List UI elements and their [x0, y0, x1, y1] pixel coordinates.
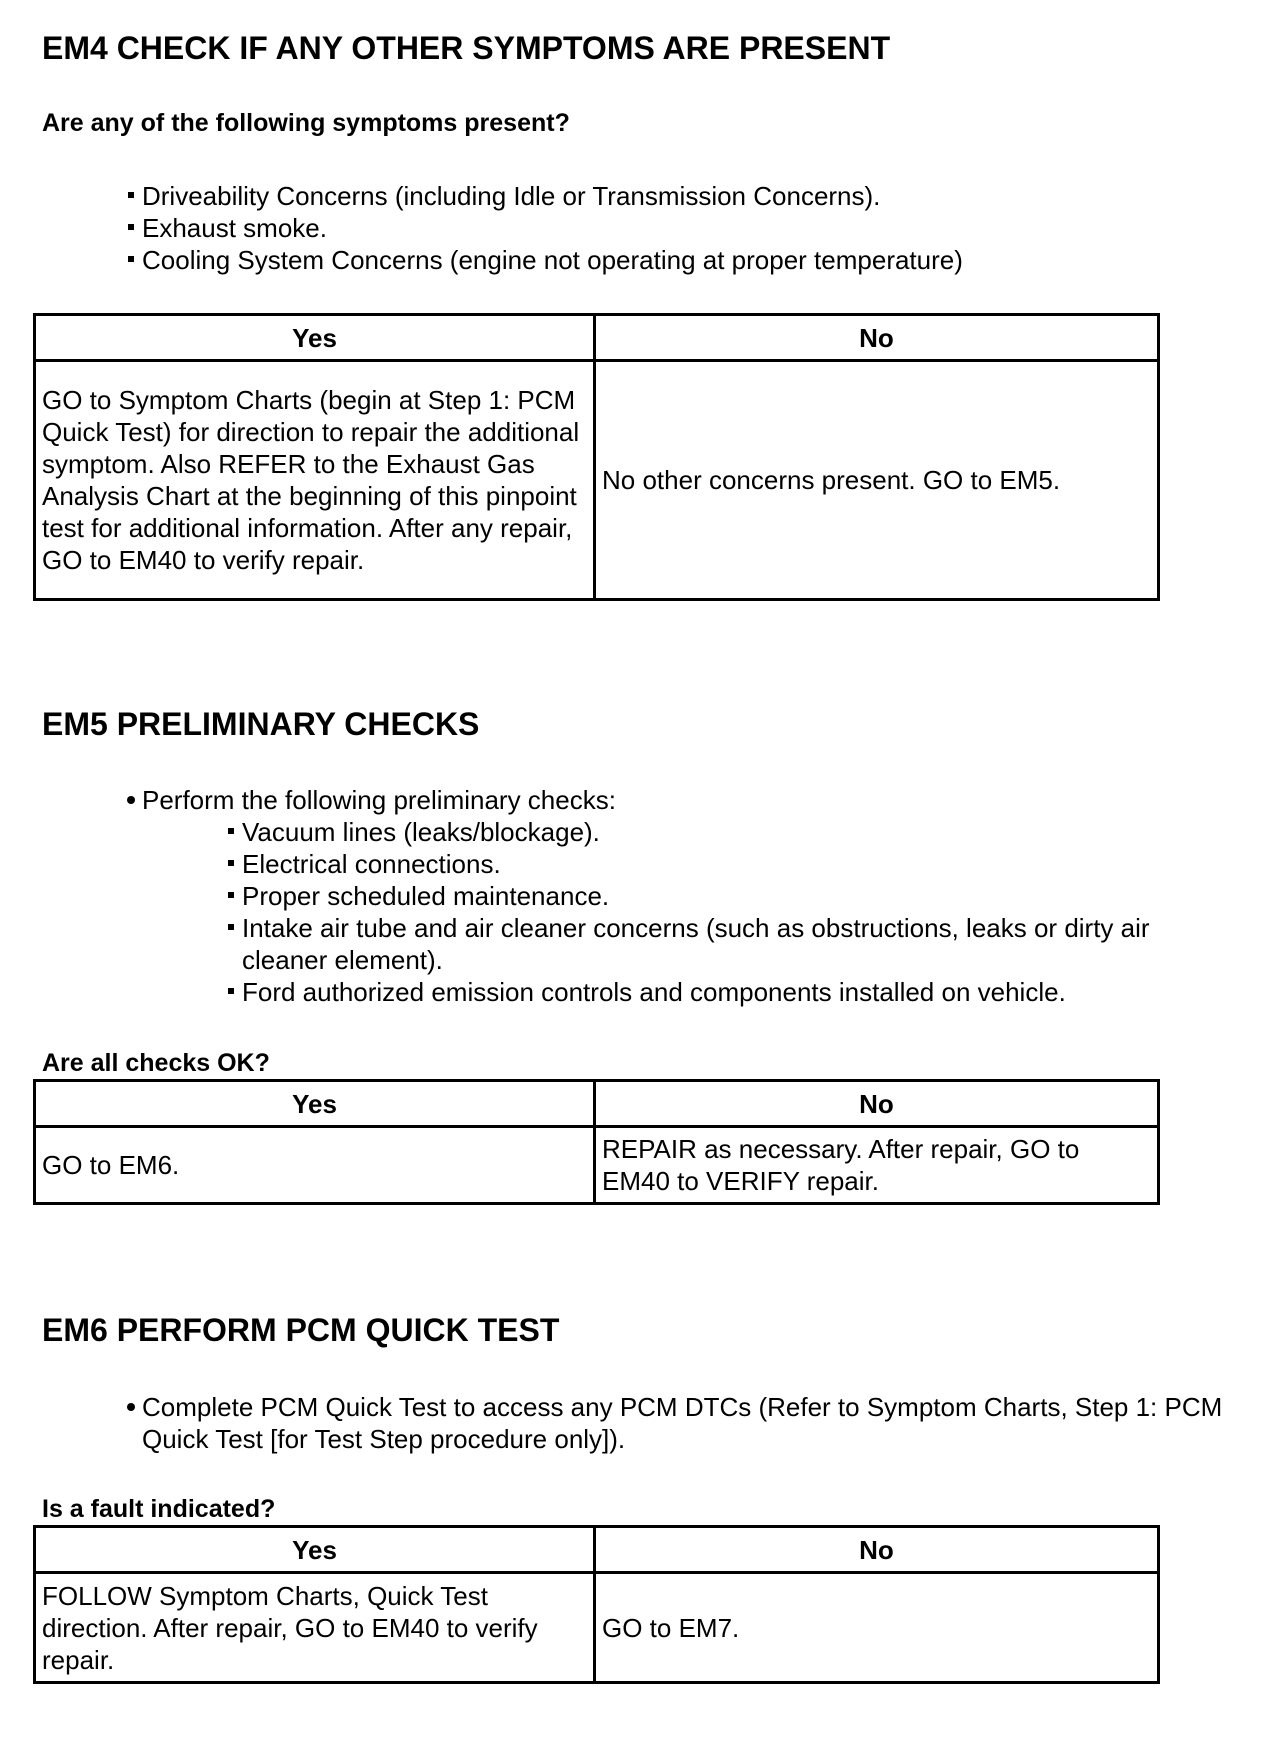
em6-no-header: No: [595, 1527, 1159, 1573]
em5-yes-header: Yes: [35, 1081, 595, 1127]
em6-no-cell: GO to EM7.: [595, 1573, 1159, 1683]
em6-bullet-item: Complete PCM Quick Test to access any PCM DTCs (Refer to Symptom Charts, Step 1: PCM Quick Test [for Test Step procedure only]).: [142, 1391, 1242, 1455]
em4-question: Are any of the following symptoms present?: [42, 109, 570, 137]
em5-check-list: [242, 816, 1232, 1008]
em5-intro-list: [142, 784, 616, 816]
em5-question: Are all checks OK?: [42, 1049, 270, 1077]
em6-result-table: [33, 1525, 1160, 1684]
em5-check-item: Ford authorized emission controls and components installed on vehicle.: [242, 976, 1232, 1008]
em5-check-item: Electrical connections.: [242, 848, 1232, 880]
em6-bullet-list: [142, 1391, 1242, 1455]
em5-yes-cell: GO to EM6.: [35, 1127, 595, 1204]
em4-title: EM4 CHECK IF ANY OTHER SYMPTOMS ARE PRESENT: [42, 30, 891, 66]
em4-no-cell: No other concerns present. GO to EM5.: [595, 361, 1159, 600]
em5-no-cell: REPAIR as necessary. After repair, GO to EM40 to VERIFY repair.: [595, 1127, 1159, 1204]
em6-yes-header: Yes: [35, 1527, 595, 1573]
em4-no-header: No: [595, 315, 1159, 361]
em6-title: EM6 PERFORM PCM QUICK TEST: [42, 1312, 560, 1348]
em4-symptom-list: [142, 180, 963, 276]
em4-yes-header: Yes: [35, 315, 595, 361]
em6-yes-cell: FOLLOW Symptom Charts, Quick Test direction. After repair, GO to EM40 to verify repair.: [35, 1573, 595, 1683]
em5-check-item: Proper scheduled maintenance.: [242, 880, 1232, 912]
em5-check-item: Intake air tube and air cleaner concerns (such as obstructions, leaks or dirty air cleaner element).: [242, 912, 1232, 976]
em4-symptom-item: Driveability Concerns (including Idle or Transmission Concerns).: [142, 180, 963, 212]
em5-title: EM5 PRELIMINARY CHECKS: [42, 706, 480, 742]
em6-question: Is a fault indicated?: [42, 1495, 276, 1523]
em4-result-table: [33, 313, 1160, 601]
em4-symptom-item: Cooling System Concerns (engine not operating at proper temperature): [142, 245, 963, 275]
em5-check-item: Vacuum lines (leaks/blockage).: [242, 816, 1232, 848]
em5-no-header: No: [595, 1081, 1159, 1127]
em5-intro-item: Perform the following preliminary checks:: [142, 785, 616, 815]
em4-yes-cell: GO to Symptom Charts (begin at Step 1: PCM Quick Test) for direction to repair the additional symptom. Also REFER to the Exhaust Gas Analysis Chart at the beginning of this pinpoint test for additional information. After any repair, GO to EM40 to verify repair.: [35, 361, 595, 600]
em4-symptom-item: Exhaust smoke.: [142, 212, 963, 244]
em5-result-table: [33, 1079, 1160, 1205]
